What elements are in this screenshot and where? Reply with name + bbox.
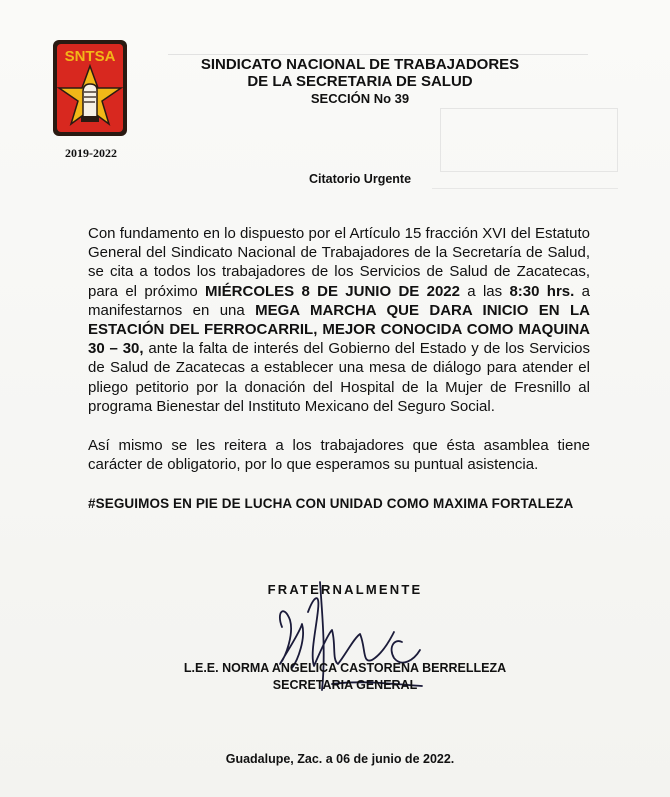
document-header: [150, 56, 570, 107]
bleed-through-box: [440, 108, 618, 172]
paragraph-text: ante la falta de interés del Gobierno del Estado y de los Servicios de Salud de Zacatecas a establecer una mesa de diálogo para atender el pliego petitorio por la donación del Hospital de la Mujer de Fresnillo al programa Bienestar del Instituto Mexicano del Seguro Social.: [88, 340, 590, 415]
document-body: [88, 224, 590, 514]
union-logo: [53, 40, 127, 136]
paragraph-text: Con fundamento en lo dispuesto por el Artículo 15 fracción XVI del Estatuto General del Sindicato Nacional de Trabajadores de la Secretaría de Salud, se cita a todos los trabajadores de los Servicios de Salud de Zacatecas, para el próximo: [88, 225, 590, 300]
bleed-through-text: [168, 34, 588, 55]
signer-name: L.E.E. NORMA ANGELICA CASTORENA BERRELLEZA: [183, 661, 507, 675]
paragraph-convocation: [88, 224, 590, 416]
paragraph-reminder: Así mismo se les reitera a los trabajadores que ésta asamblea tiene carácter de obligatorio, por lo que esperamos su puntual asistencia.: [88, 437, 590, 474]
march-date: MIÉRCOLES 8 DE JUNIO DE 2022: [205, 282, 460, 300]
header-section: SECCIÓN No 39: [310, 91, 410, 106]
signer-title: SECRETARIA GENERAL: [272, 678, 418, 692]
march-location: MEGA MARCHA QUE DARA INICIO EN LA ESTACIÓN DEL FERROCARRIL, MEJOR CONOCIDA COMO MAQUINA 30 – 30,: [88, 301, 590, 358]
document-subject: Citatorio Urgente: [308, 172, 412, 186]
signer-block: [130, 660, 560, 694]
paragraph-text: a las: [459, 282, 510, 300]
place-and-date: Guadalupe, Zac. a 06 de junio de 2022.: [225, 752, 455, 766]
slogan: #SEGUIMOS EN PIE DE LUCHA CON UNIDAD COMO MAXIMA FORTALEZA: [88, 496, 574, 512]
header-ministry: DE LA SECRETARIA DE SALUD: [247, 73, 473, 90]
closing-salutation: FRATERNALMENTE: [267, 582, 423, 597]
paragraph-text: a manifestarnos en una: [88, 282, 590, 319]
header-union-name: SINDICATO NACIONAL DE TRABAJADORES: [200, 56, 520, 73]
march-time: 8:30 hrs.: [509, 282, 575, 300]
logo-years: 2019-2022: [65, 146, 117, 160]
logo-acronym: SNTSA: [64, 48, 116, 65]
